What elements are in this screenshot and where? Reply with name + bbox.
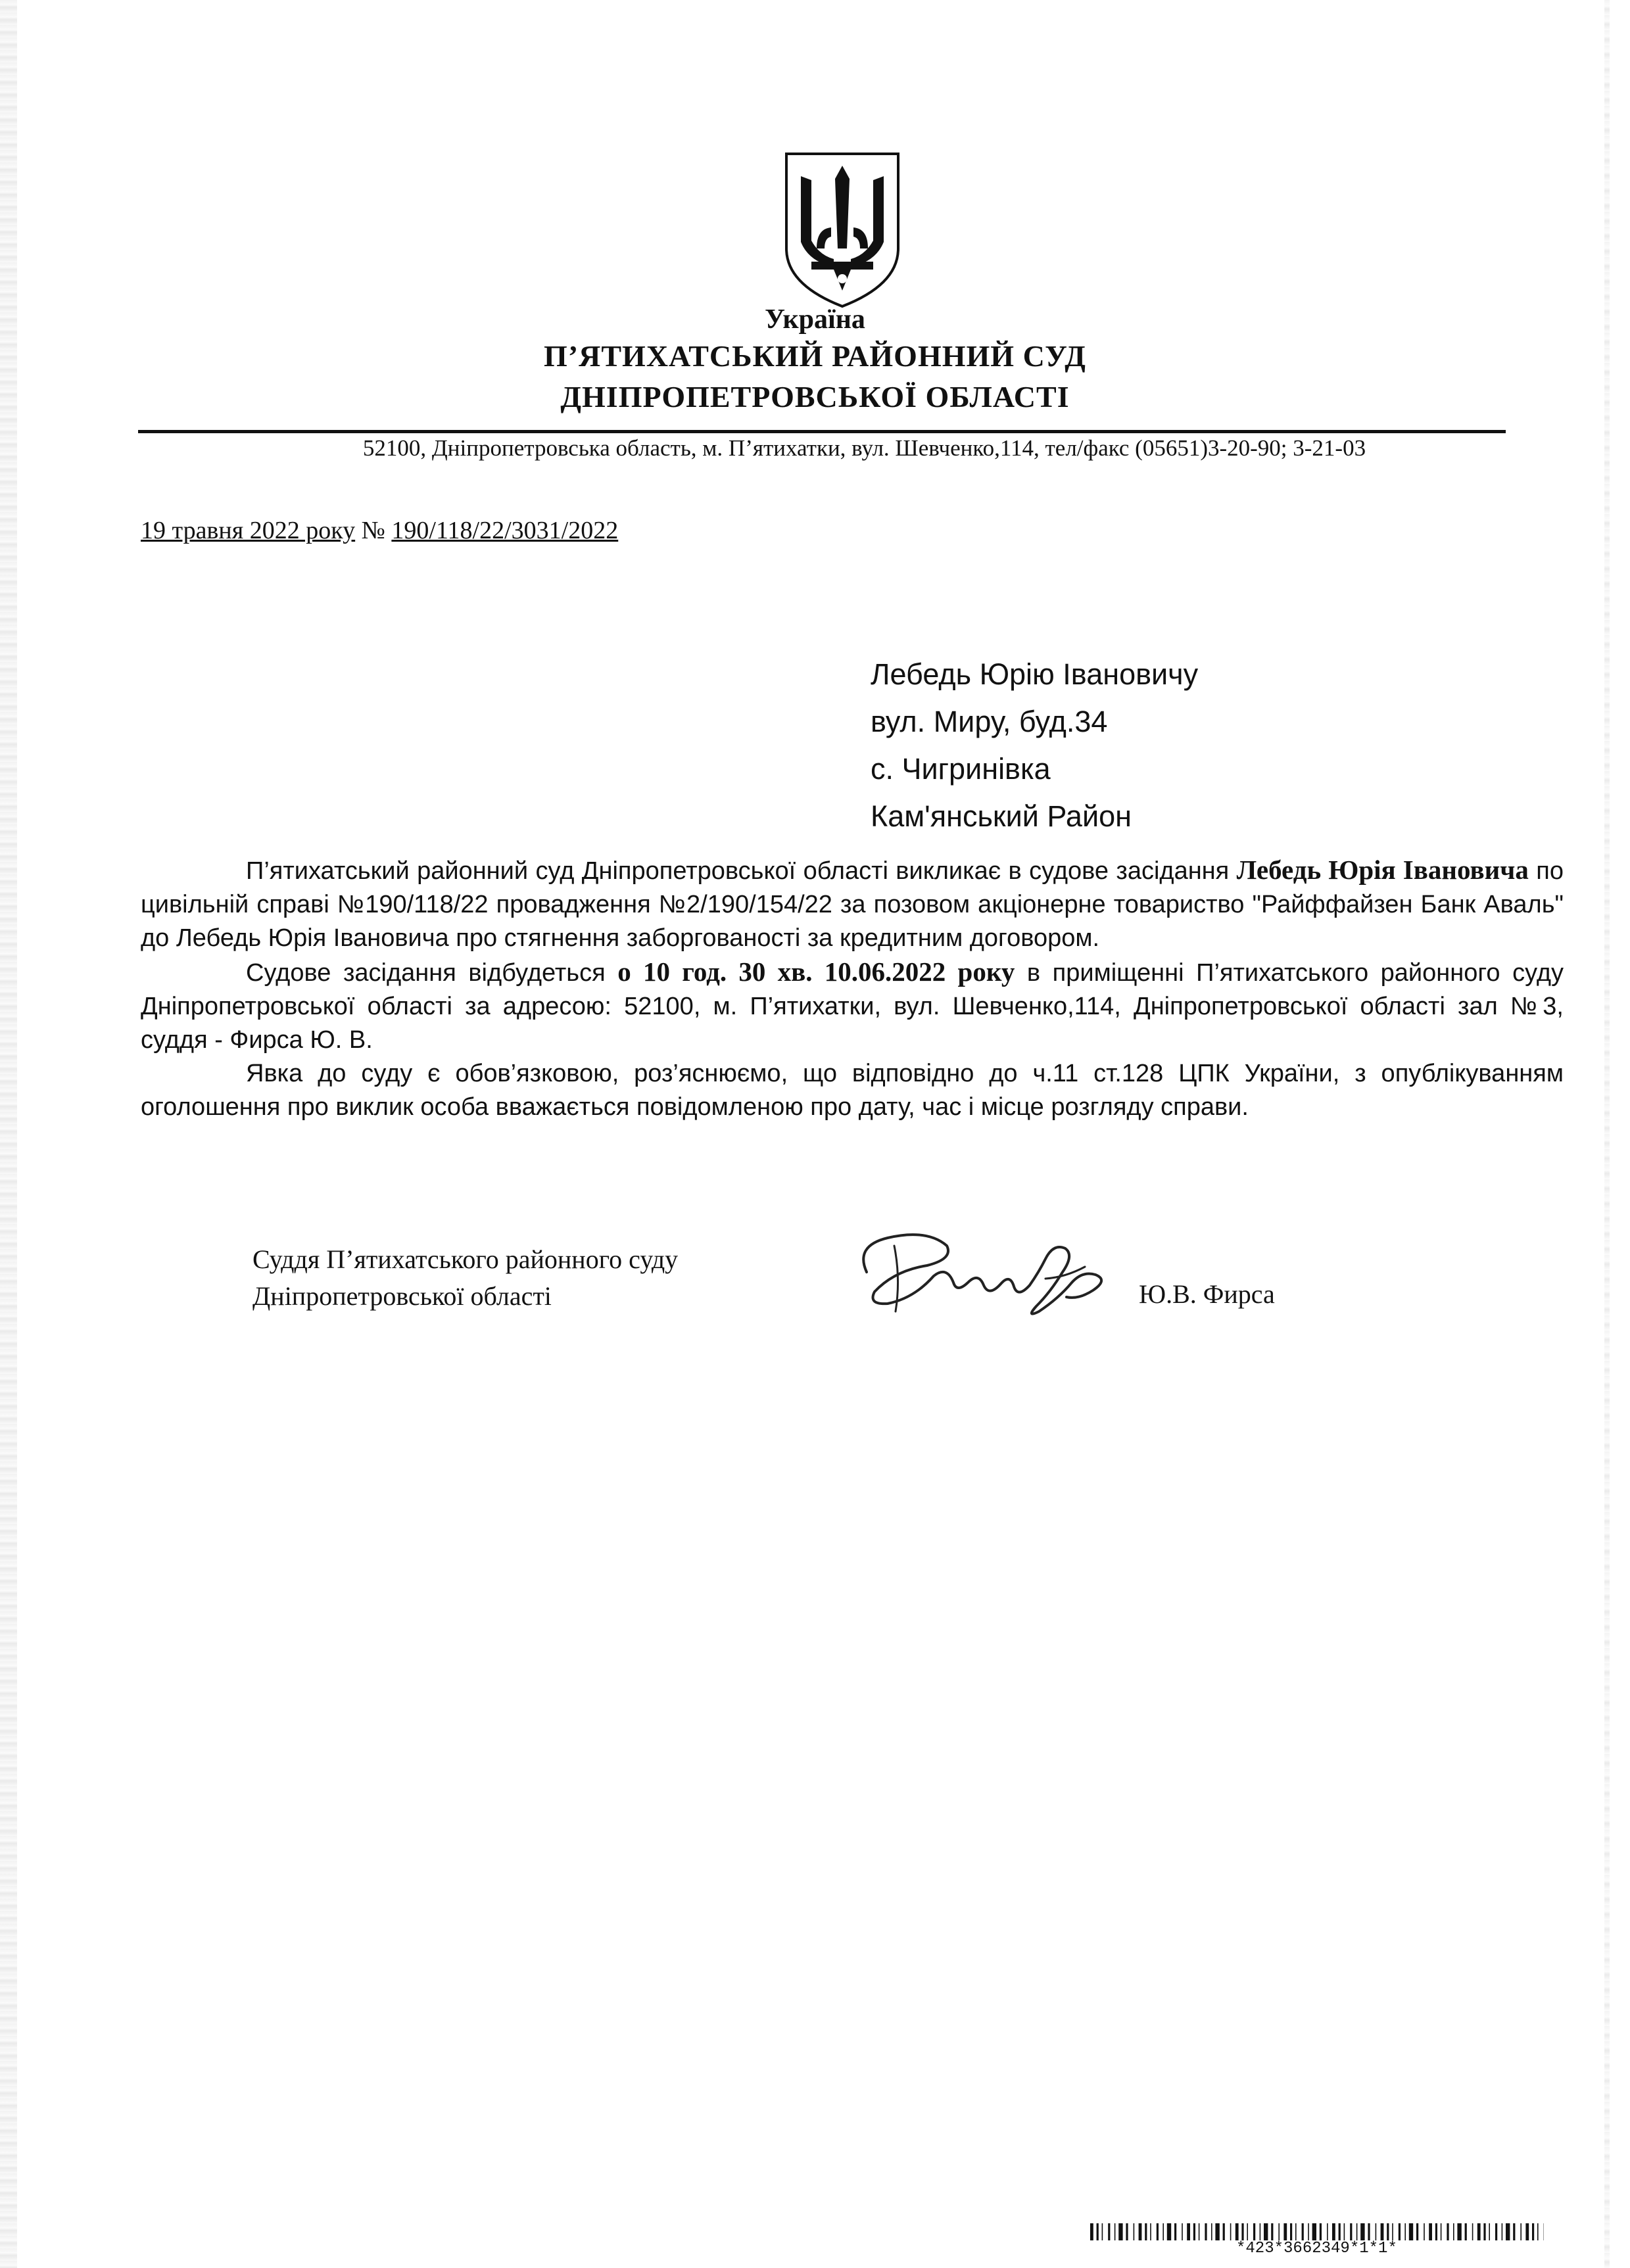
barcode-bar	[1429, 2223, 1432, 2240]
barcode-bar	[1532, 2223, 1534, 2240]
barcode-bar	[1409, 2223, 1413, 2240]
barcode-bar	[1513, 2223, 1515, 2240]
barcode-bar	[1264, 2223, 1268, 2240]
barcode-bar	[1404, 2223, 1406, 2240]
barcode-bar	[1465, 2223, 1467, 2240]
barcode-bar	[1472, 2223, 1474, 2240]
barcode-bar	[1211, 2223, 1212, 2240]
barcode-bar	[1182, 2223, 1183, 2240]
judge-title	[252, 1241, 678, 1315]
barcode-bar	[1387, 2223, 1389, 2240]
barcode-bar	[1447, 2223, 1449, 2240]
barcode-bar	[1477, 2223, 1481, 2240]
barcode-bar	[1205, 2223, 1207, 2240]
barcode-bar	[1435, 2223, 1437, 2240]
barcode-bar	[1150, 2223, 1151, 2240]
barcode-bar	[1115, 2223, 1116, 2240]
barcode-bar	[1134, 2223, 1135, 2240]
barcode-bar	[1283, 2223, 1287, 2240]
judge-title-line: Дніпропетровської області	[252, 1281, 552, 1311]
header-divider	[138, 430, 1506, 433]
barcode-bar	[1290, 2223, 1292, 2240]
barcode-bar	[1102, 2223, 1103, 2240]
recipient-district: Кам'янський Район	[871, 799, 1132, 833]
barcode-bar	[1360, 2223, 1364, 2240]
paragraph-text: по цивільній справі №190/118/22 провадження №2/190/154/22 за позовом акціонерне товариство "Райффайзен Банк Аваль" до Лебедь Юрія Івановича про стягнення заборгованості за кредитним договором.	[141, 857, 1564, 952]
barcode-bar	[1327, 2223, 1328, 2240]
barcode-bar	[1260, 2223, 1261, 2240]
barcode-bar	[1271, 2223, 1273, 2240]
barcode-bar	[1215, 2223, 1219, 2240]
barcode-bar	[1230, 2223, 1232, 2240]
barcode-bar	[1399, 2223, 1401, 2240]
barcode-bar	[1424, 2223, 1425, 2240]
court-address: 52100, Дніпропетровська область, м. П’ятихатки, вул. Шевченко,114, тел/факс (05651)3-20-90; 3-21-03	[362, 435, 1366, 461]
paragraph-text: Судове засідання відбудеться	[246, 959, 618, 987]
barcode-bar	[1167, 2223, 1171, 2240]
barcode-bar	[1097, 2223, 1099, 2240]
defendant-name: Лебедь Юрія Івановича	[1236, 855, 1529, 885]
recipient-name: Лебедь Юрію Івановичу	[871, 657, 1199, 691]
document-date: 19 травня 2022 року	[141, 517, 356, 544]
barcode-bar	[1537, 2223, 1539, 2240]
body-paragraph	[141, 955, 1564, 1057]
trident-emblem-icon	[781, 150, 903, 310]
barcode-bar	[1163, 2223, 1164, 2240]
barcode-bar	[1339, 2223, 1341, 2240]
country-title: Україна	[765, 304, 865, 335]
barcode-bar	[1302, 2223, 1304, 2240]
barcode-bar	[1241, 2223, 1243, 2240]
body-paragraph: Явка до суду є обов’язковою, роз’яснюємо, що відповідно до ч.11 ст.128 ЦПК України, з опублікуванням оголошення про виклик особа вважається повідомленою про дату, час і місце розгляду справи.	[141, 1060, 1564, 1121]
barcode-bar	[1139, 2223, 1142, 2240]
barcode-bar	[1157, 2223, 1159, 2240]
barcode-bar	[1108, 2223, 1110, 2240]
barcode-bar	[1483, 2223, 1485, 2240]
barcode-bar	[1368, 2223, 1370, 2240]
barcode-bar	[1502, 2223, 1503, 2240]
barcode-bar	[1416, 2223, 1418, 2240]
barcode-bar	[1525, 2223, 1529, 2240]
recipient-village: с. Чигринівка	[871, 752, 1051, 786]
barcode-bar	[1381, 2223, 1384, 2240]
barcode-bar	[1223, 2223, 1225, 2240]
body-paragraph	[141, 853, 1564, 955]
barcode-bar	[1308, 2223, 1309, 2240]
barcode-bar	[1193, 2223, 1195, 2240]
handwritten-signature-icon	[848, 1219, 1124, 1331]
barcode-bar	[1344, 2223, 1345, 2240]
court-name: П’ЯТИХАТСЬКИЙ РАЙОННИЙ СУД	[544, 339, 1086, 373]
document-number: 190/118/22/3031/2022	[391, 517, 619, 544]
barcode-bar	[1118, 2223, 1122, 2240]
barcode-bar	[1457, 2223, 1461, 2240]
recipient-block	[871, 651, 1198, 840]
barcode-bar	[1312, 2223, 1316, 2240]
barcode-bar	[1495, 2223, 1497, 2240]
barcode-bar	[1126, 2223, 1128, 2240]
barcode-bar	[1441, 2223, 1442, 2240]
barcode-bar	[1247, 2223, 1248, 2240]
barcode-bar	[1506, 2223, 1510, 2240]
barcode-bar	[1489, 2223, 1490, 2240]
barcode-bar	[1295, 2223, 1297, 2240]
barcode-bar	[1174, 2223, 1176, 2240]
barcode-bar	[1187, 2223, 1190, 2240]
barcode-bar	[1356, 2223, 1358, 2240]
barcode-bar	[1253, 2223, 1255, 2240]
judge-title-line: Суддя П’ятихатського районного суду	[252, 1244, 679, 1274]
barcode-bar	[1320, 2223, 1322, 2240]
judge-name: Ю.В. Фирса	[1139, 1279, 1275, 1309]
barcode-bar	[1235, 2223, 1239, 2240]
barcode-bar	[1453, 2223, 1454, 2240]
court-region: ДНІПРОПЕТРОВСЬКОЇ ОБЛАСТІ	[560, 380, 1070, 413]
barcode-bar	[1090, 2223, 1093, 2240]
recipient-street: вул. Миру, буд.34	[871, 705, 1108, 738]
barcode-bar	[1332, 2223, 1335, 2240]
barcode-bar	[1350, 2223, 1352, 2240]
barcode-bar	[1520, 2223, 1522, 2240]
barcode-icon	[1090, 2223, 1544, 2240]
barcode-bar	[1392, 2223, 1393, 2240]
barcode-bar	[1145, 2223, 1147, 2240]
paragraph-text: в приміщенні П’ятихатського районного суду Дніпропетровської області за адресою: 52100, м. П’ятихатки, вул. Шевченко,114, Дніпропетровської області зал №3, суддя - Фирса Ю. В.	[141, 959, 1564, 1054]
summons-body	[141, 853, 1564, 1124]
document-reference	[141, 516, 618, 545]
barcode-bar	[1199, 2223, 1200, 2240]
barcode-bar	[1278, 2223, 1280, 2240]
barcode-text: *423*3662349*1*1*	[1236, 2240, 1397, 2257]
paragraph-text: П’ятихатський районний суд Дніпропетровської області викликає в судове засідання	[246, 857, 1237, 885]
barcode-bar	[1376, 2223, 1377, 2240]
hearing-datetime: о 10 год. 30 хв. 10.06.2022 року	[617, 957, 1015, 987]
number-sign: №	[361, 517, 385, 544]
